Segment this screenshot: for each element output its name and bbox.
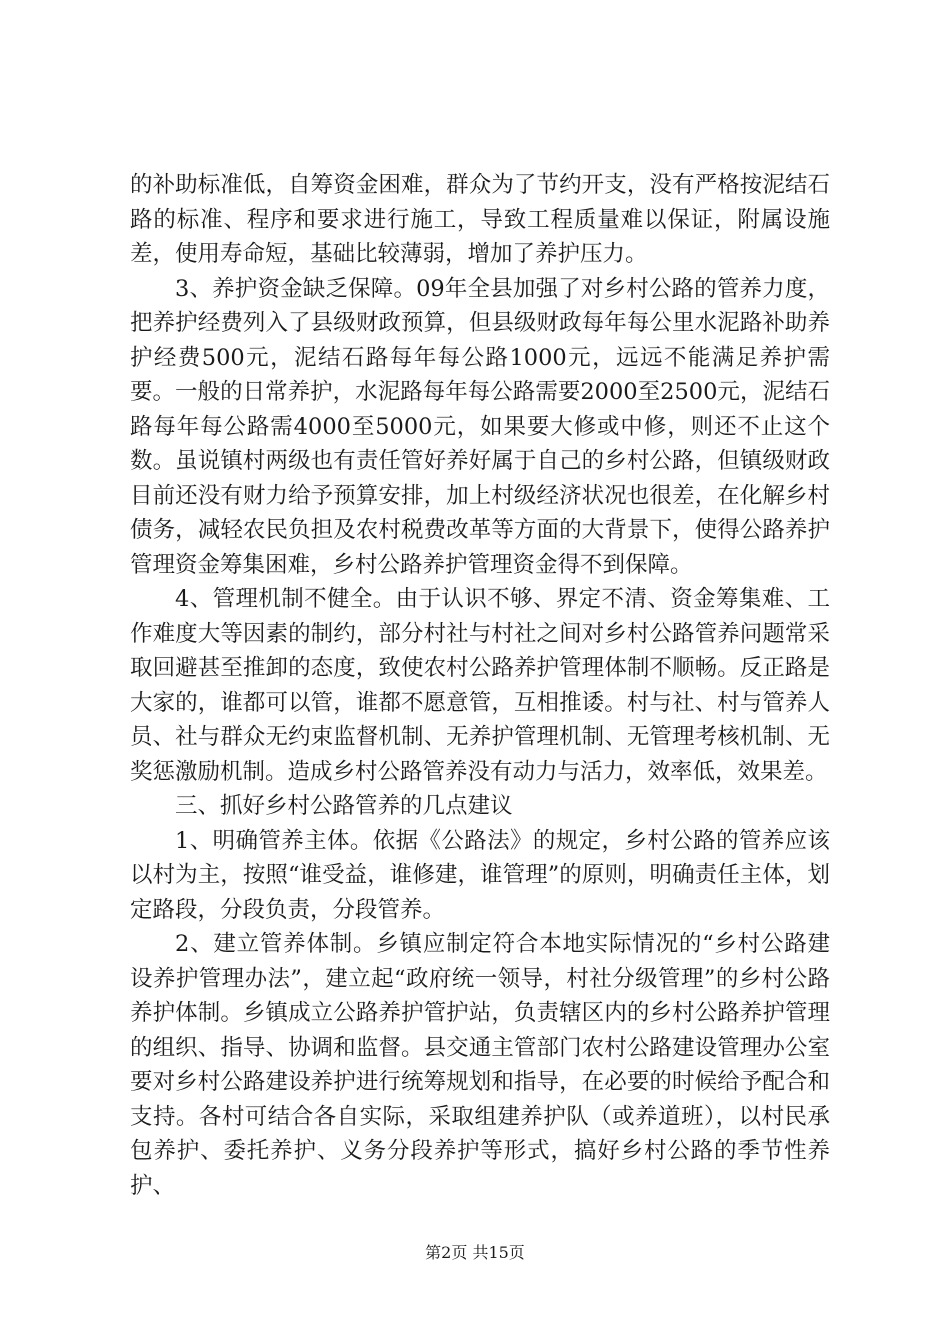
paragraph-item-3-funding: 3、养护资金缺乏保障。09年全县加强了对乡村公路的管养力度，把养护经费列入了县级财政预算，但县级财政每年每公里水泥路补助养护经费500元，泥结石路每年每公路1000元，远远不能满足养护需要。一般的日常养护，水泥路每年每公路需要2000至2500元，泥结石路每年每公路需4000至5000元，如果要大修或中修，则还不止这个数。虽说镇村两级也有责任管好养好属于自己的乡村公路，但镇级财政目前还没有财力给予预算安排，加上村级经济状况也很差，在化解乡村债务，减轻农民负担及农村税费改革等方面的大背景下，使得公路养护管理资金筹集困难，乡村公路养护管理资金得不到保障。 [130,275,830,578]
paragraph-suggestion-1: 1、明确管养主体。依据《公路法》的规定，乡村公路的管养应该以村为主，按照“谁受益，谁修建，谁管理”的原则，明确责任主体，划定路段，分段负责，分段管养。 [130,827,830,923]
page-number-footer: 第2页 共15页 [425,1243,525,1262]
paragraph-item-4-mechanism: 4、管理机制不健全。由于认识不够、界定不清、资金筹集难、工作难度大等因素的制约，部分村社与村社之间对乡村公路管养问题常采取回避甚至推卸的态度，致使农村公路养护管理体制不顺畅。反正路是大家的，谁都可以管，谁都不愿意管，互相推诿。村与社、村与管养人员、社与群众无约束监督机制、无养护管理机制、无管理考核机制、无奖惩激励机制。造成乡村公路管养没有动力与活力，效率低，效果差。 [130,586,830,785]
document-body [130,168,830,1203]
paragraph-continuation: 的补助标准低，自筹资金困难，群众为了节约开支，没有严格按泥结石路的标准、程序和要求进行施工，导致工程质量难以保证，附属设施差，使用寿命短，基础比较薄弱，增加了养护压力。 [130,172,830,267]
section-heading-suggestions: 三、抓好乡村公路管养的几点建议 [175,793,513,819]
paragraph-suggestion-2: 2、建立管养体制。乡镇应制定符合本地实际情况的“乡村公路建设养护管理办法”，建立起“政府统一领导，村社分级管理”的乡村公路养护体制。乡镇成立公路养护管护站，负责辖区内的乡村公路养护管理的组织、指导、协调和监督。县交通主管部门农村公路建设管理办公室要对乡村公路建设养护进行统筹规划和指导，在必要的时候给予配合和支持。各村可结合各自实际，采取组建养护队（或养道班），以村民承包养护、委托养护、义务分段养护等形式，搞好乡村公路的季节性养护、 [130,931,830,1199]
